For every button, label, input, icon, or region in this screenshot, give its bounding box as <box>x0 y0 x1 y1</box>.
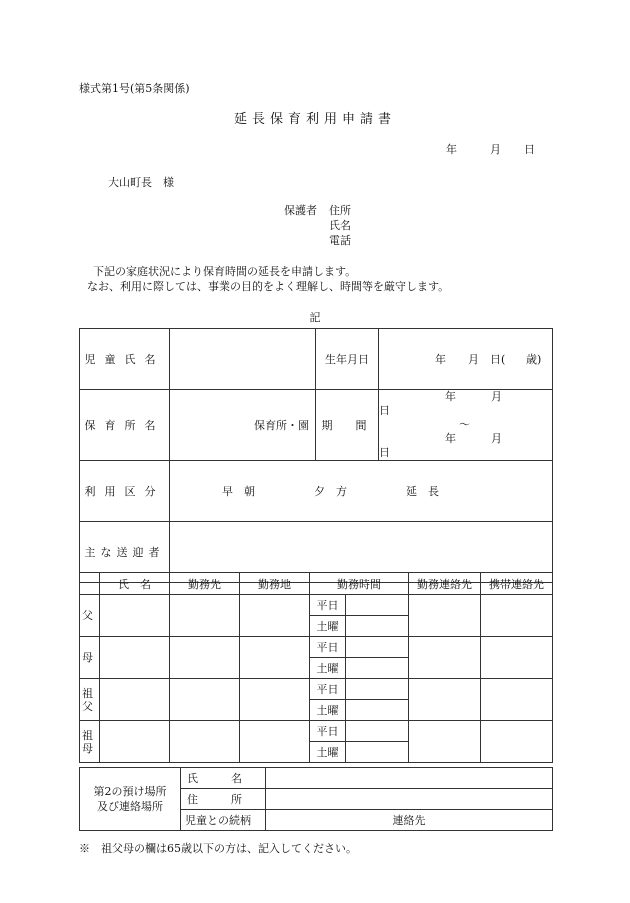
intro-text <box>87 264 450 294</box>
father-saturday-hours[interactable] <box>346 616 409 637</box>
header-blank <box>80 573 100 595</box>
grandmother-label-2: 母 <box>82 741 93 755</box>
birth-month: 月 <box>468 353 479 366</box>
grandmother-workplace-field[interactable] <box>170 721 240 763</box>
member-label-father: 父 <box>80 595 100 637</box>
alt-location-label-2: 及び連絡場所 <box>97 800 163 813</box>
grandmother-name-field[interactable] <box>100 721 170 763</box>
mother-location-field[interactable] <box>240 637 310 679</box>
alt-contact-field[interactable] <box>266 810 553 831</box>
usage-label: 利用区分 <box>80 461 170 522</box>
grandfather-label-1: 祖 <box>82 686 93 700</box>
father-location-field[interactable] <box>240 595 310 637</box>
guardian-label: 保護者 <box>284 204 317 217</box>
usage-extended[interactable]: 延 長 <box>406 485 439 498</box>
col-header-work-contact: 勤務連絡先 <box>409 573 481 595</box>
mother-workplace-field[interactable] <box>170 637 240 679</box>
birth-age: 歳) <box>526 353 542 366</box>
alt-address-field[interactable] <box>266 789 553 810</box>
grandmother-weekday-hours[interactable] <box>346 721 409 742</box>
period-label: 期 間 <box>316 390 379 461</box>
alt-relation-label: 児童との続柄 <box>181 810 266 831</box>
child-name-field[interactable] <box>170 329 316 390</box>
addressee: 大山町長 様 <box>108 176 174 189</box>
grandmother-work-contact[interactable] <box>409 721 481 763</box>
father-work-contact[interactable] <box>409 595 481 637</box>
grandfather-work-contact[interactable] <box>409 679 481 721</box>
grandfather-name-field[interactable] <box>100 679 170 721</box>
period-end-month: 月 <box>491 432 502 445</box>
col-header-work-location: 勤務地 <box>240 573 310 595</box>
ki-label: 記 <box>309 311 321 324</box>
grandfather-label-2: 父 <box>82 699 93 713</box>
grandfather-location-field[interactable] <box>240 679 310 721</box>
period-start-month: 月 <box>491 390 502 403</box>
father-mobile[interactable] <box>481 595 553 637</box>
family-members-table <box>79 572 553 763</box>
mother-name-field[interactable] <box>100 637 170 679</box>
period-field[interactable] <box>379 390 553 461</box>
period-end-year: 年 <box>445 432 456 445</box>
footnote: ※ 祖父母の欄は65歳以下の方は、記入してください。 <box>79 842 357 855</box>
date-year: 年 <box>446 143 457 156</box>
date-line <box>446 141 535 157</box>
intro-line-2: なお、利用に際しては、事業の目的をよく理解し、時間等を厳守します。 <box>87 280 450 293</box>
grandmother-weekday-label: 平日 <box>310 721 346 742</box>
father-workplace-field[interactable] <box>170 595 240 637</box>
birth-year: 年 <box>435 353 446 366</box>
mother-weekday-label: 平日 <box>310 637 346 658</box>
col-header-mobile: 携帯連絡先 <box>481 573 553 595</box>
grandmother-mobile[interactable] <box>481 721 553 763</box>
grandmother-saturday-label: 土曜 <box>310 742 346 763</box>
usage-options <box>170 461 553 522</box>
period-end-day: 日 <box>379 446 390 459</box>
alt-name-label: 氏 名 <box>181 768 266 789</box>
nursery-field[interactable] <box>170 390 316 461</box>
usage-early-morning[interactable]: 早 朝 <box>222 485 255 498</box>
grandfather-saturday-label: 土曜 <box>310 700 346 721</box>
birth-day: 日( <box>490 353 506 366</box>
alternate-location-table <box>79 767 553 831</box>
alt-name-field[interactable] <box>266 768 553 789</box>
grandfather-weekday-label: 平日 <box>310 679 346 700</box>
mother-saturday-hours[interactable] <box>346 658 409 679</box>
period-tilde: ～ <box>459 418 470 431</box>
col-header-workplace: 勤務先 <box>170 573 240 595</box>
grandfather-saturday-hours[interactable] <box>346 700 409 721</box>
nursery-suffix: 保育所・園 <box>254 419 309 432</box>
father-saturday-label: 土曜 <box>310 616 346 637</box>
date-month: 月 <box>490 143 501 156</box>
alt-location-label-1: 第2の預け場所 <box>93 785 167 798</box>
period-start-day: 日 <box>379 404 390 417</box>
guardian-name-label: 氏名 <box>329 219 351 232</box>
mother-mobile[interactable] <box>481 637 553 679</box>
alt-location-label <box>80 768 181 831</box>
birthdate-label: 生年月日 <box>316 329 379 390</box>
mother-saturday-label: 土曜 <box>310 658 346 679</box>
birthdate-field[interactable] <box>379 329 553 390</box>
father-weekday-label: 平日 <box>310 595 346 616</box>
usage-evening[interactable]: 夕 方 <box>314 485 347 498</box>
form-id: 様式第1号(第5条関係) <box>79 82 190 95</box>
alt-contact-label: 連絡先 <box>392 814 426 827</box>
guardian-block <box>284 203 351 248</box>
father-weekday-hours[interactable] <box>346 595 409 616</box>
col-header-name: 氏 名 <box>100 573 170 595</box>
nursery-label: 保育所名 <box>80 390 170 461</box>
grandmother-label-1: 祖 <box>82 728 93 742</box>
guardian-phone-label: 電話 <box>329 234 351 247</box>
document-title: 延長保育利用申請書 <box>233 112 396 127</box>
period-start-year: 年 <box>445 390 456 403</box>
member-label-grandfather <box>80 679 100 721</box>
father-name-field[interactable] <box>100 595 170 637</box>
grandfather-workplace-field[interactable] <box>170 679 240 721</box>
grandmother-location-field[interactable] <box>240 721 310 763</box>
date-day: 日 <box>524 143 535 156</box>
grandfather-mobile[interactable] <box>481 679 553 721</box>
grandfather-weekday-hours[interactable] <box>346 679 409 700</box>
mother-work-contact[interactable] <box>409 637 481 679</box>
grandmother-saturday-hours[interactable] <box>346 742 409 763</box>
escort-label: 主な送迎者 <box>80 522 170 583</box>
child-info-table <box>79 328 553 583</box>
member-label-grandmother <box>80 721 100 763</box>
guardian-address-label: 住所 <box>329 204 351 217</box>
mother-weekday-hours[interactable] <box>346 637 409 658</box>
col-header-work-hours: 勤務時間 <box>310 573 409 595</box>
alt-address-label: 住 所 <box>181 789 266 810</box>
child-name-label: 児童氏名 <box>80 329 170 390</box>
intro-line-1: 下記の家庭状況により保育時間の延長を申請します。 <box>93 265 357 278</box>
member-label-mother: 母 <box>80 637 100 679</box>
